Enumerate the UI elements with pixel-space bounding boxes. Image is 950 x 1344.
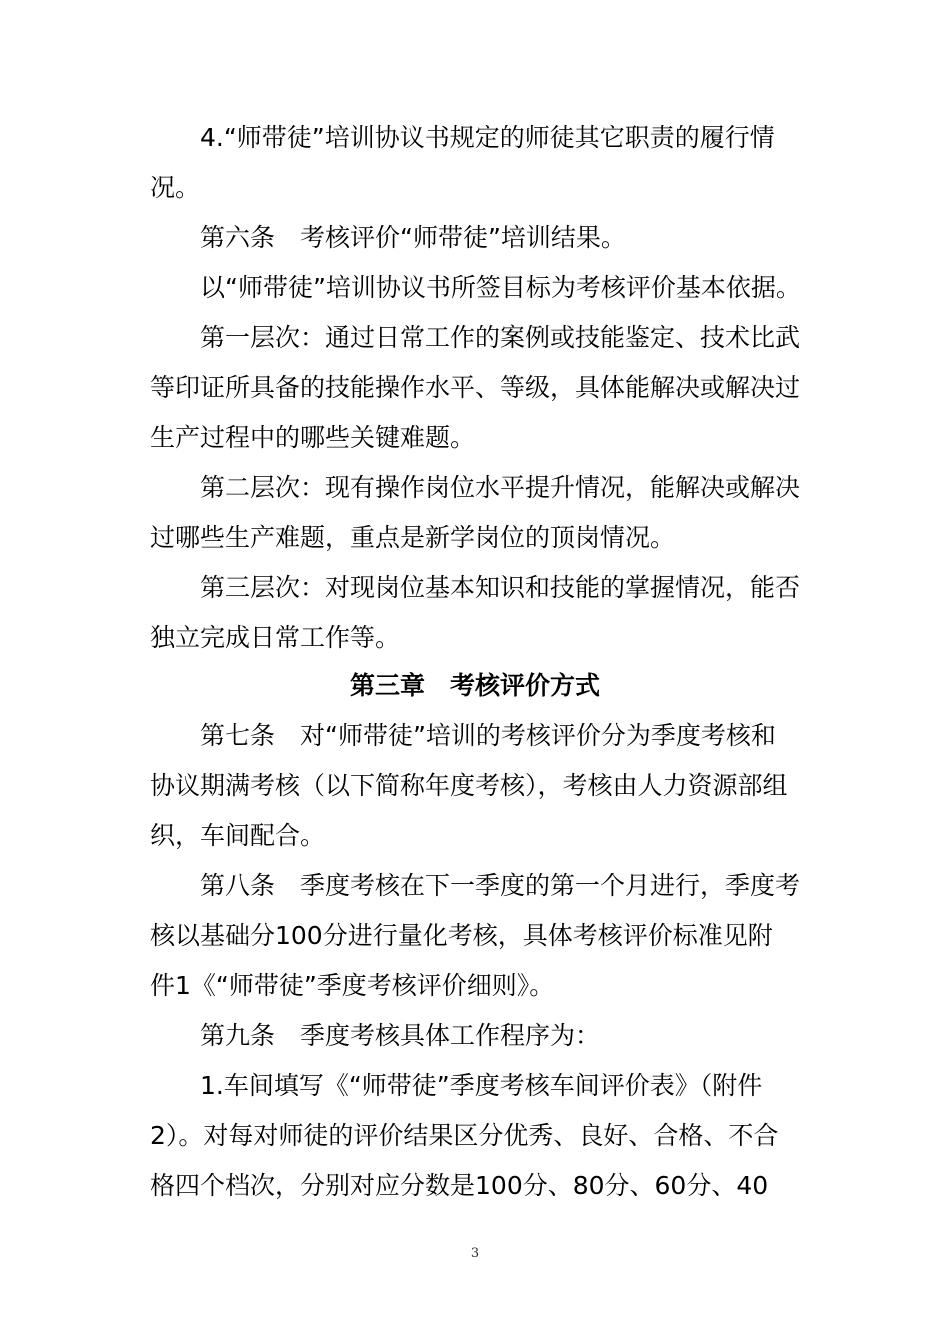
level-1-line: 第一层次：通过日常工作的案例或技能鉴定、技术比武	[200, 323, 801, 352]
paragraph-line: 织，车间配合。	[150, 821, 326, 850]
page-number: 3	[470, 1246, 480, 1261]
paragraph-line: 以“师带徒”培训协议书所签目标为考核评价基本依据。	[200, 273, 801, 302]
paragraph-line: 件1《“师带徒”季度考核评价细则》。	[150, 971, 555, 1000]
paragraph-line: 等印证所具备的技能操作水平、等级，具体能解决或解决过	[150, 373, 801, 402]
paragraph-line: 格四个档次，分别对应分数是100分、80分、60分、40	[150, 1171, 769, 1200]
list-item-line: 1.车间填写《“师带徒”季度考核车间评价表》（附件	[200, 1071, 763, 1100]
paragraph-line: 生产过程中的哪些关键难题。	[150, 423, 476, 452]
article-7-line: 第七条 对“师带徒”培训的考核评价分为季度考核和	[200, 721, 776, 750]
paragraph-line: 协议期满考核（以下简称年度考核），考核由人力资源部组	[150, 771, 788, 800]
paragraph-line: 过哪些生产难题，重点是新学岗位的顶岗情况。	[150, 523, 676, 552]
paragraph-line: 况。	[150, 173, 201, 202]
paragraph-line: 2）。对每对师徒的评价结果区分优秀、良好、合格、不合	[150, 1121, 779, 1150]
article-9-line: 第九条 季度考核具体工作程序为：	[200, 1021, 601, 1050]
level-3-line: 第三层次：对现岗位基本知识和技能的掌握情况，能否	[200, 573, 801, 602]
article-6-line: 第六条 考核评价“师带徒”培训结果。	[200, 223, 626, 252]
chapter-heading: 第三章 考核评价方式	[349, 671, 600, 700]
paragraph-line: 独立完成日常工作等。	[150, 623, 401, 652]
paragraph-line: 核以基础分100分进行量化考核，具体考核评价标准见附	[150, 921, 773, 950]
paragraph-line: 4.“师带徒”培训协议书规定的师徒其它职责的履行情	[200, 123, 775, 152]
level-2-line: 第二层次：现有操作岗位水平提升情况，能解决或解决	[200, 473, 801, 502]
article-8-line: 第八条 季度考核在下一季度的第一个月进行，季度考	[200, 871, 801, 900]
